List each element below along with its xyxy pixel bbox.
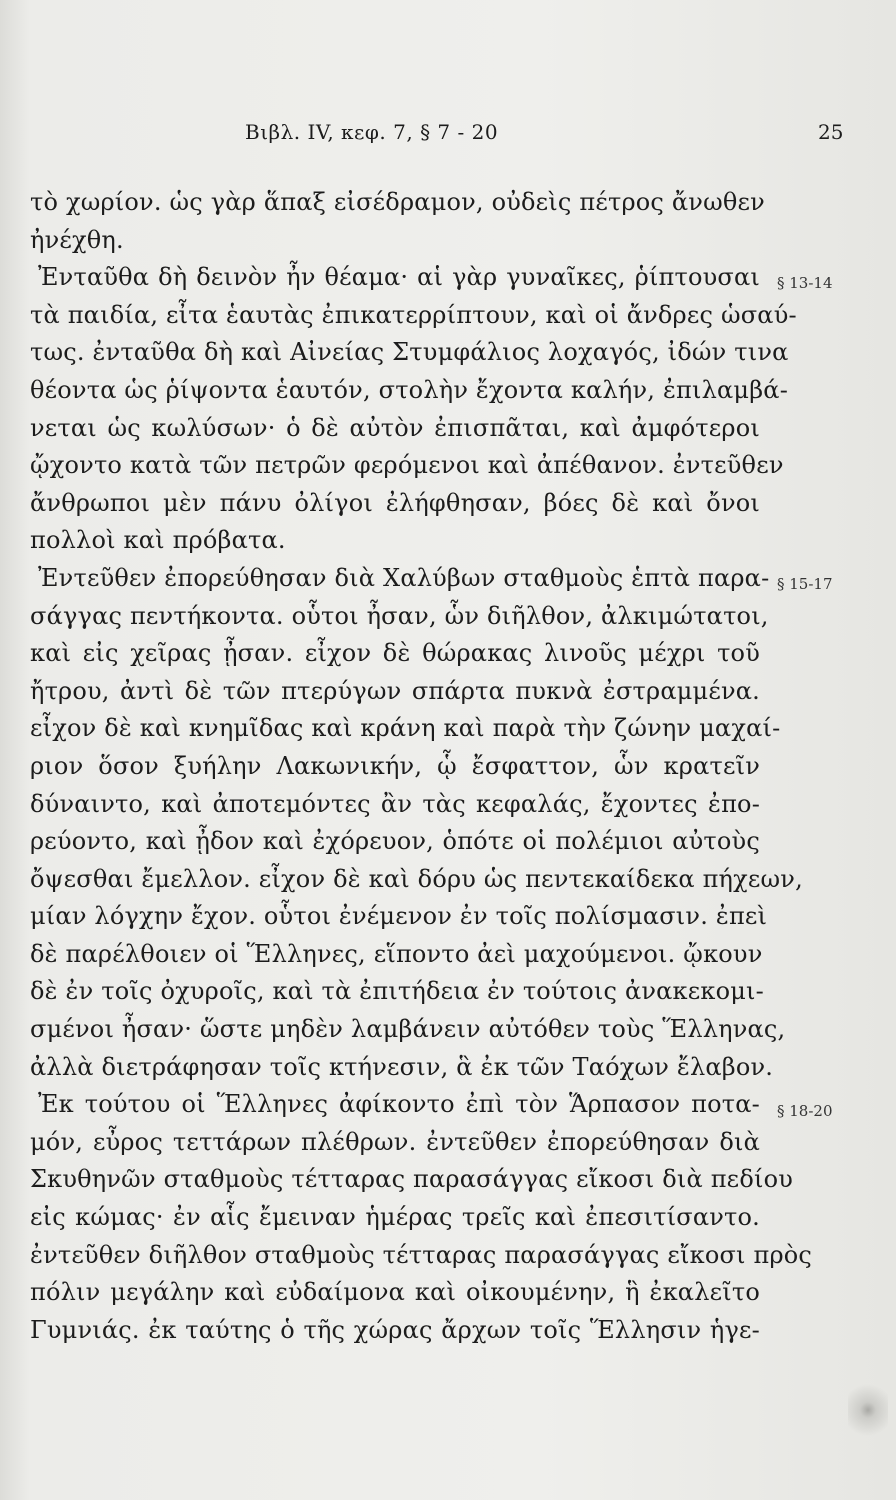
text-line: σμένοι ἦσαν· ὥστε μηδὲν λαμβάνειν αὐτόθεν τοὺς Ἕλληνας, xyxy=(30,1015,786,1044)
text-line: Ἐνταῦθα δὴ δεινὸν ἦν θέαμα· αἱ γὰρ γυναῖκες, ῥίπτουσαι xyxy=(38,263,760,292)
running-head: Βιβλ. IV, κεφ. 7, § 7 - 20 xyxy=(245,120,499,144)
text-line: μίαν λόγχην ἔχον. οὗτοι ἐνέμενον ἐν τοῖς πολίσμασιν. ἐπεὶ xyxy=(30,902,768,931)
text-line: εἰς κώμας· ἐν αἷς ἔμειναν ἡμέρας τρεῖς καὶ ἐπεσιτίσαντο. xyxy=(30,1203,760,1232)
text-line: πολλοὶ καὶ πρόβατα. xyxy=(30,526,286,555)
section-margin-note: § 18-20 xyxy=(777,1102,833,1120)
text-line: δὲ ἐν τοῖς ὀχυροῖς, καὶ τὰ ἐπιτήδεια ἐν τούτοις ἀνακεκομι- xyxy=(30,977,764,1006)
text-line: ριον ὅσον ξυήλην Λακωνικήν, ᾧ ἔσφαττον, ὧν κρατεῖν xyxy=(30,751,760,780)
text-line: ἐντεῦθεν διῆλθον σταθμοὺς τέτταρας παρασάγγας εἴκοσι πρὸς xyxy=(30,1240,813,1269)
text-line: δὲ παρέλθοιεν οἱ Ἕλληνες, εἵποντο ἀεὶ μαχούμενοι. ᾤκουν xyxy=(30,939,763,968)
text-line: Ἐκ τούτου οἱ Ἕλληνες ἀφίκοντο ἐπὶ τὸν Ἅρπασον ποτα- xyxy=(38,1090,760,1119)
text-line: ἤτρου, ἀντὶ δὲ τῶν πτερύγων σπάρτα πυκνὰ ἐστραμμένα. xyxy=(30,676,760,705)
text-line: ἀλλὰ διετράφησαν τοῖς κτήνεσιν, ἃ ἐκ τῶν Ταόχων ἔλαβον. xyxy=(30,1052,774,1081)
text-line: εἶχον δὲ καὶ κνημῖδας καὶ κράνη καὶ παρὰ τὴν ζώνην μαχαί- xyxy=(30,714,781,743)
section-margin-note: § 13-14 xyxy=(777,274,833,292)
text-line: καὶ εἰς χεῖρας ᾖσαν. εἶχον δὲ θώρακας λινοῦς μέχρι τοῦ xyxy=(30,639,760,668)
text-line: τως. ἐνταῦθα δὴ καὶ Αἰνείας Στυμφάλιος λοχαγός, ἰδών τινα xyxy=(30,338,789,367)
section-margin-note: § 15-17 xyxy=(777,575,833,593)
text-line: πόλιν μεγάλην καὶ εὐδαίμονα καὶ οἰκουμένην, ἣ ἐκαλεῖτο xyxy=(30,1278,760,1307)
text-line: ᾤχοντο κατὰ τῶν πετρῶν φερόμενοι καὶ ἀπέθανον. ἐντεῦθεν xyxy=(30,451,784,480)
text-line: ὄψεσθαι ἔμελλον. εἶχον δὲ καὶ δόρυ ὡς πεντεκαίδεκα πήχεων, xyxy=(30,864,803,893)
page-header xyxy=(0,120,896,160)
text-line: τὰ παιδία, εἶτα ἑαυτὰς ἐπικατερρίπτουν, καὶ οἱ ἄνδρες ὡσαύ- xyxy=(30,300,797,329)
text-line: σάγγας πεντήκοντα. οὗτοι ἦσαν, ὧν διῆλθον, ἀλκιμώτατοι, xyxy=(30,601,769,630)
text-line: νεται ὡς κωλύσων· ὁ δὲ αὐτὸν ἐπισπᾶται, καὶ ἀμφότεροι xyxy=(30,413,760,442)
text-line: Σκυθηνῶν σταθμοὺς τέτταρας παρασάγγας εἴκοσι διὰ πεδίου xyxy=(30,1165,794,1194)
text-line: μόν, εὖρος τεττάρων πλέθρων. ἐντεῦθεν ἐπορεύθησαν διὰ xyxy=(30,1127,760,1156)
text-line: τὸ χωρίον. ὡς γὰρ ἅπαξ εἰσέδραμον, οὐδεὶς πέτρος ἄνωθεν xyxy=(30,188,765,216)
text-line: ἠνέχθη. xyxy=(30,225,124,254)
text-line: θέοντα ὡς ῥίψοντα ἑαυτόν, στολὴν ἔχοντα καλήν, ἐπιλαμβά- xyxy=(30,375,789,404)
text-line: δύναιντο, καὶ ἀποτεμόντες ἂν τὰς κεφαλάς, ἔχοντες ἐπο- xyxy=(30,789,760,818)
scan-smudge xyxy=(848,1380,888,1440)
page-number: 25 xyxy=(818,120,844,144)
text-line: Ἐντεῦθεν ἐπορεύθησαν διὰ Χαλύβων σταθμοὺς ἑπτὰ παρα- xyxy=(38,563,770,592)
text-line: ἄνθρωποι μὲν πάνυ ὀλίγοι ἐλήφθησαν, βόες δὲ καὶ ὄνοι xyxy=(30,488,760,517)
text-line: Γυμνιάς. ἐκ ταύτης ὁ τῆς χώρας ἄρχων τοῖς Ἕλλησιν ἡγε- xyxy=(30,1315,760,1344)
text-line: ρεύοντο, καὶ ᾖδον καὶ ἐχόρευον, ὁπότε οἱ πολέμιοι αὐτοὺς xyxy=(30,827,760,856)
